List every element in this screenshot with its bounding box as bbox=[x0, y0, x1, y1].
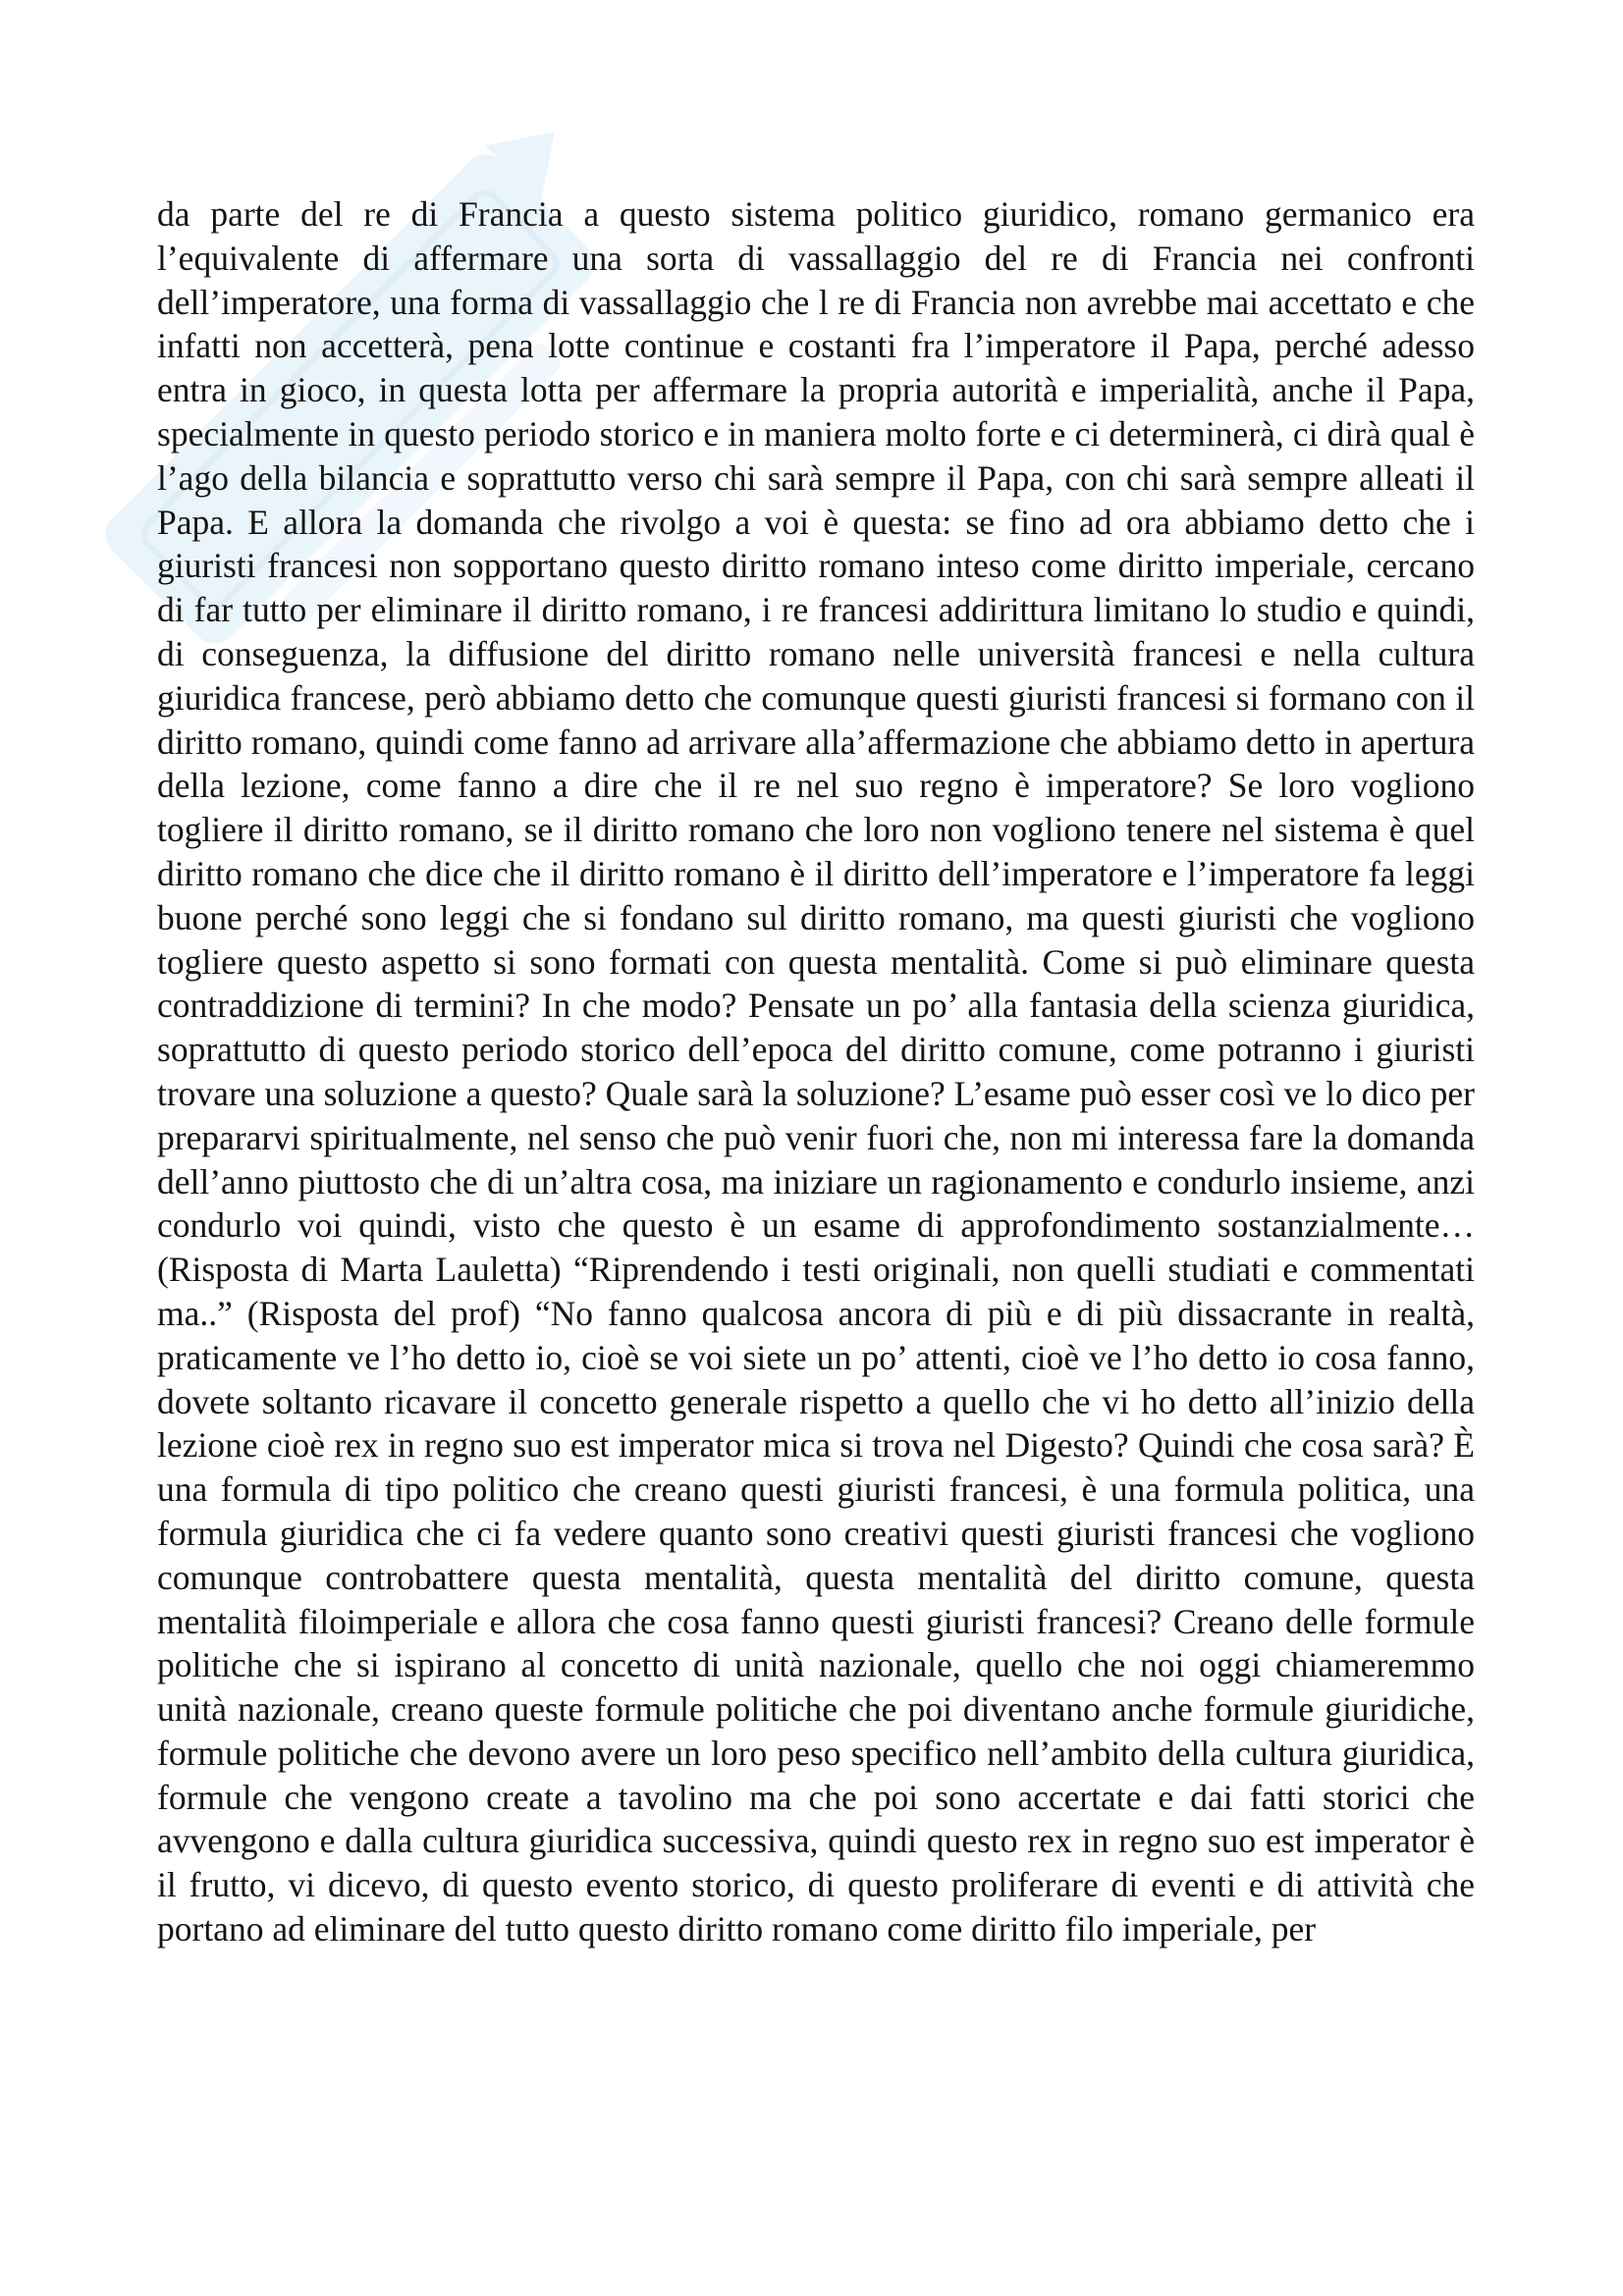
body-text: da parte del re di Francia a questo sistema politico giuridico, romano germanico era l’equivalente di affermare una sorta di vassallaggio del re di Francia nei confronti dell’imperatore, una forma di vassallaggio che l re di Francia non avrebbe mai accettato e che infatti non accetterà, pena lotte continue e costanti fra l’imperatore il Papa, perché adesso entra in gioco, in questa lotta per affermare la propria autorità e imperialità, anche il Papa, specialmente in questo periodo storico e in maniera molto forte e ci determinerà, ci dirà qual è l’ago della bilancia e soprattutto verso chi sarà sempre il Papa, con chi sarà sempre alleati il Papa. E allora la domanda che rivolgo a voi è questa: se fino ad ora abbiamo detto che i giuristi francesi non sopportano questo diritto romano inteso come diritto imperiale, cercano di far tutto per eliminare il diritto romano, i re francesi addirittura limitano lo studio e quindi, di conseguenza, la diffusione del diritto romano nelle università francesi e nella cultura giuridica francese, però abbiamo detto che comunque questi giuristi francesi si formano con il diritto romano, quindi come fanno ad arrivare alla’affermazione che abbiamo detto in apertura della lezione, come fanno a dire che il re nel suo regno è imperatore? Se loro vogliono togliere il diritto romano, se il diritto romano che loro non vogliono tenere nel sistema è quel diritto romano che dice che il diritto romano è il diritto dell’imperatore e l’imperatore fa leggi buone perché sono leggi che si fondano sul diritto romano, ma questi giuristi che vogliono togliere questo aspetto si sono formati con questa mentalità. Come si può eliminare questa contraddizione di termini? In che modo? Pensate un po’ alla fantasia della scienza giuridica, soprattutto di questo periodo storico dell’epoca del diritto comune, come potranno i giuristi trovare una soluzione a questo? Quale sarà la soluzione? L’esame può esser così ve lo dico per prepararvi spiritualmente, nel senso che può venir fuori che, non mi interessa fare la domanda dell’anno piuttosto che di un’altra cosa, ma iniziare un ragionamento e condurlo insieme, anzi condurlo voi quindi, visto che questo è un esame di approfondimento sostanzialmente…(Risposta di Marta Lauletta) “Riprendendo i testi originali, non quelli studiati e commentati ma..” (Risposta del prof) “No fanno qualcosa ancora di più e di più dissacrante in realtà, praticamente ve l’ho detto io, cioè se voi siete un po’ attenti, cioè ve l’ho detto io cosa fanno, dovete soltanto ricavare il concetto generale rispetto a quello che vi ho detto all’inizio della lezione cioè rex in regno suo est imperator mica si trova nel Digesto? Quindi che cosa sarà? È una formula di tipo politico che creano questi giuristi francesi, è una formula politica, una formula giuridica che ci fa vedere quanto sono creativi questi giuristi francesi che vogliono comunque controbattere questa mentalità, questa mentalità del diritto comune, questa mentalità filoimperiale e allora che cosa fanno questi giuristi francesi? Creano delle formule politiche che si ispirano al concetto di unità nazionale, quello che noi oggi chiameremmo unità nazionale, creano queste formule politiche che poi diventano anche formule giuridiche, formule politiche che devono avere un loro peso specifico nell’ambito della cultura giuridica, formule che vengono create a tavolino ma che poi sono accertate e dai fatti storici che avvengono e dalla cultura giuridica successiva, quindi questo rex in regno suo est imperator è il frutto, vi dicevo, di questo evento storico, di questo proliferare di eventi e di attività che portano ad eliminare del tutto questo diritto romano come diritto filo imperiale, per bbox=[157, 194, 1475, 1949]
